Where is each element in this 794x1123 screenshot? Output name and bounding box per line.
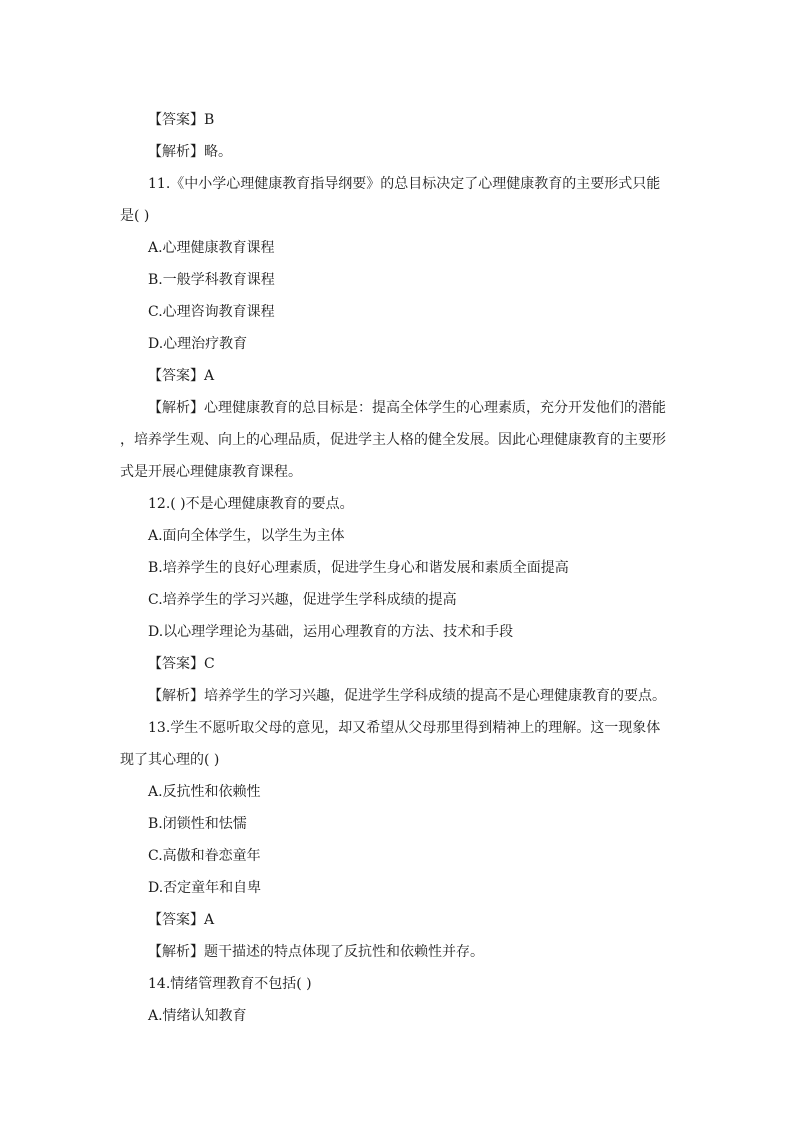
text-line: B.一般学科教育课程 bbox=[148, 272, 275, 288]
text-line: C.培养学生的学习兴趣，促进学生学科成绩的提高 bbox=[148, 592, 457, 608]
document-body bbox=[120, 108, 680, 1036]
text-line: B.闭锁性和怯懦 bbox=[148, 816, 247, 832]
text-line: C.高傲和眷恋童年 bbox=[148, 848, 261, 864]
text-line: 【解析】培养学生的学习兴趣，促进学生学科成绩的提高不是心理健康教育的要点。 bbox=[148, 688, 666, 704]
text-line: 11.《中小学心理健康教育指导纲要》的总目标决定了心理健康教育的主要形式只能 bbox=[148, 176, 661, 192]
text-line: 式是开展心理健康教育课程。 bbox=[120, 464, 302, 480]
text-line: A.情绪认知教育 bbox=[148, 1008, 247, 1024]
text-line: D.心理治疗教育 bbox=[148, 336, 248, 352]
text-line: B.培养学生的良好心理素质，促进学生身心和谐发展和素质全面提高 bbox=[148, 560, 569, 576]
text-line: 【答案】A bbox=[148, 912, 215, 928]
text-line: 【解析】题干描述的特点体现了反抗性和依赖性并存。 bbox=[148, 944, 484, 960]
text-line: 14.情绪管理教育不包括( ) bbox=[148, 976, 312, 992]
text-line: D.否定童年和自卑 bbox=[148, 880, 262, 896]
text-line: 12.( )不是心理健康教育的要点。 bbox=[148, 496, 354, 512]
text-line: C.心理咨询教育课程 bbox=[148, 304, 275, 320]
text-line: 现了其心理的( ) bbox=[120, 752, 220, 768]
text-line: A.面向全体学生，以学生为主体 bbox=[148, 528, 345, 544]
text-line: A.反抗性和依赖性 bbox=[148, 784, 261, 800]
text-line: 【解析】心理健康教育的总目标是：提高全体学生的心理素质，充分开发他们的潜能 bbox=[148, 400, 666, 416]
text-line: 【答案】B bbox=[148, 112, 215, 128]
text-line: 13.学生不愿听取父母的意见，却又希望从父母那里得到精神上的理解。这一现象体 bbox=[148, 720, 661, 736]
text-line: ，培养学生观、向上的心理品质，促进学主人格的健全发展。因此心理健康教育的主要形 bbox=[120, 432, 666, 448]
text-line: 是( ) bbox=[120, 208, 150, 224]
text-line: 【答案】A bbox=[148, 368, 215, 384]
text-line: A.心理健康教育课程 bbox=[148, 240, 275, 256]
text-line: 【答案】C bbox=[148, 656, 215, 672]
text-line: D.以心理学理论为基础，运用心理教育的方法、技术和手段 bbox=[148, 624, 514, 640]
text-line: 【解析】略。 bbox=[148, 144, 232, 160]
